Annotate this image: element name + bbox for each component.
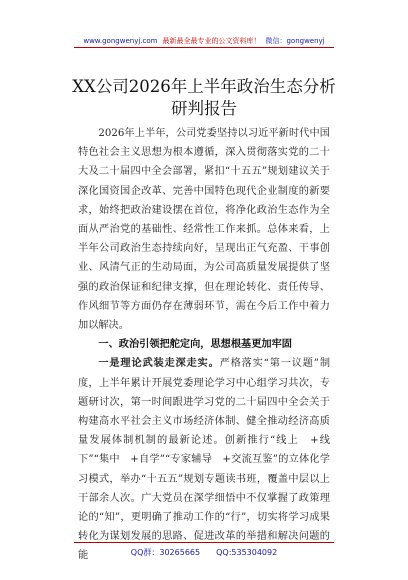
point-paragraph	[78, 354, 330, 565]
qq-contact: QQ:535304092	[216, 548, 278, 557]
site-url[interactable]: www.gongwenyj.com	[83, 37, 158, 45]
document-title: XX公司2026年上半年政治生态分析研判报告	[72, 77, 336, 118]
header-divider	[74, 47, 334, 48]
site-footer	[0, 547, 408, 558]
document-body	[78, 124, 330, 566]
intro-paragraph: 2026年上半年，公司党委坚持以习近平新时代中国特色社会主义思想为根本遵循，深入贯彻落实党的二十大及二十届四中全会部署，紧扣“十五五”规划建议关于深化国资国企改革、完善中国特色现代企业制度的新要求，始终把政治建设摆在首位，将净化政治生态作为全面从严治党的基础性、经常性工作来抓。总体来看，上半年公司政治生态持续向好，呈现出正气充盈、干事创业、风清气正的生动局面，为公司高质量发展提供了坚强的政治保证和纪律支撑，但在理论转化、责任传导、作风细节等方面仍存在薄弱环节，需在今后工作中着力加以解决。	[78, 128, 330, 332]
qq-group: QQ群：30265665	[130, 548, 201, 557]
wechat-id: 微信：gongwenyj	[265, 37, 325, 45]
section-heading: 一、政治引领把舵定向，思想根基更加牢固	[98, 339, 292, 351]
point-body: 严格落实“第一议题”制度，上半年累计开展党委理论学习中心组学习共次，专题研讨次，第一时间跟进学习党的二十届四中全会关于构建高水平社会主义市场经济体制、健全推动经济高质量发展体制机制的最新论述。创新推行“线上 +线下”“集中 +自学”“专家辅导 +交流互鉴”的立体化学习模式，举办“十五五”规划专题读书班，覆盖中层以上干部余人次。广大党员在深学细悟中不仅掌握了政策理论的“知”，更明确了推动工作的“行”，切实将学习成果转化为谋划发展的思路、促进改革的举措和解决问题的能	[78, 358, 331, 562]
site-header	[0, 36, 408, 46]
point-lead: 一是理论武装走深走实。	[98, 358, 220, 370]
site-slogan: 最新最全最专业的公文资料库！	[162, 37, 261, 45]
footer-divider	[74, 542, 334, 543]
